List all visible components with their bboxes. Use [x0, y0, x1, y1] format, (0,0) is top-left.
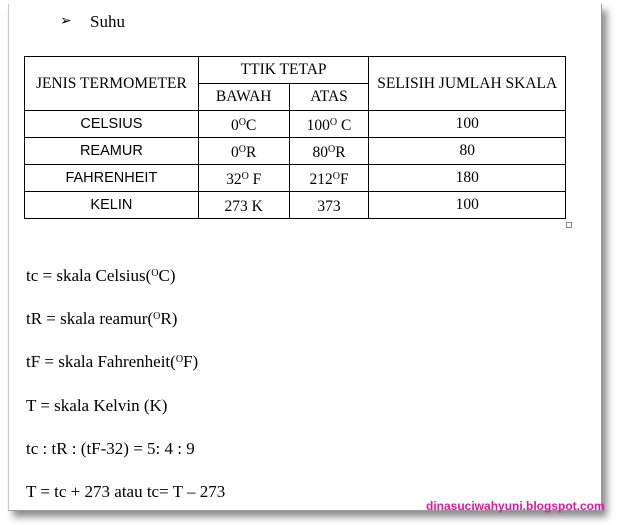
cell-name: CELSIUS — [25, 111, 199, 138]
cell-selisih: 100 — [369, 111, 566, 138]
table-resize-handle[interactable] — [566, 222, 572, 228]
cell-atas: $100^O$ C — [289, 111, 369, 138]
formula-fahrenheit: tF = skala Fahrenheit($^O$F) — [26, 352, 199, 371]
formula-reamur: tR = skala reamur($^O$R) — [26, 309, 178, 328]
formula-conversion: T = tc + 273 atau tc= T – 273 — [26, 482, 226, 501]
cell-bawah: $0^OC$ — [198, 111, 289, 138]
formula-celsius: tc = skala Celsius($^O$C) — [26, 266, 176, 285]
cell-atas: 373 — [289, 192, 369, 219]
watermark-text: dinasuciwahyuni.blogspot.com — [426, 499, 605, 513]
cell-selisih: 180 — [369, 165, 566, 192]
cell-name: KELIN — [25, 192, 199, 219]
formula-kelvin: T = skala Kelvin (K) — [26, 396, 168, 415]
cell-atas: $80^OR$ — [289, 138, 369, 165]
cell-atas: $212^OF$ — [289, 165, 369, 192]
cell-selisih: 100 — [369, 192, 566, 219]
cell-bawah: $0^OR$ — [198, 138, 289, 165]
cell-bawah: $32^O$ F — [198, 165, 289, 192]
cell-selisih: 80 — [369, 138, 566, 165]
cell-name: FAHRENHEIT — [25, 165, 199, 192]
cell-name: REAMUR — [25, 138, 199, 165]
heading-text: Suhu — [90, 12, 125, 31]
thermometer-table — [24, 56, 566, 219]
cell-bawah: 273 K — [198, 192, 289, 219]
table-row — [25, 138, 566, 165]
header-atas: ATAS — [289, 84, 369, 111]
table-row — [25, 192, 566, 219]
arrow-bullet-icon: ➢ — [60, 14, 72, 29]
formula-ratio: tc : tR : (tF-32) = 5: 4 : 9 — [26, 439, 195, 458]
header-titik-tetap: TTIK TETAP — [198, 57, 369, 84]
header-jenis: JENIS TERMOMETER — [25, 57, 199, 111]
table-row — [25, 111, 566, 138]
header-bawah: BAWAH — [198, 84, 289, 111]
header-selisih: SELISIH JUMLAH SKALA — [369, 57, 566, 111]
table-row — [25, 165, 566, 192]
